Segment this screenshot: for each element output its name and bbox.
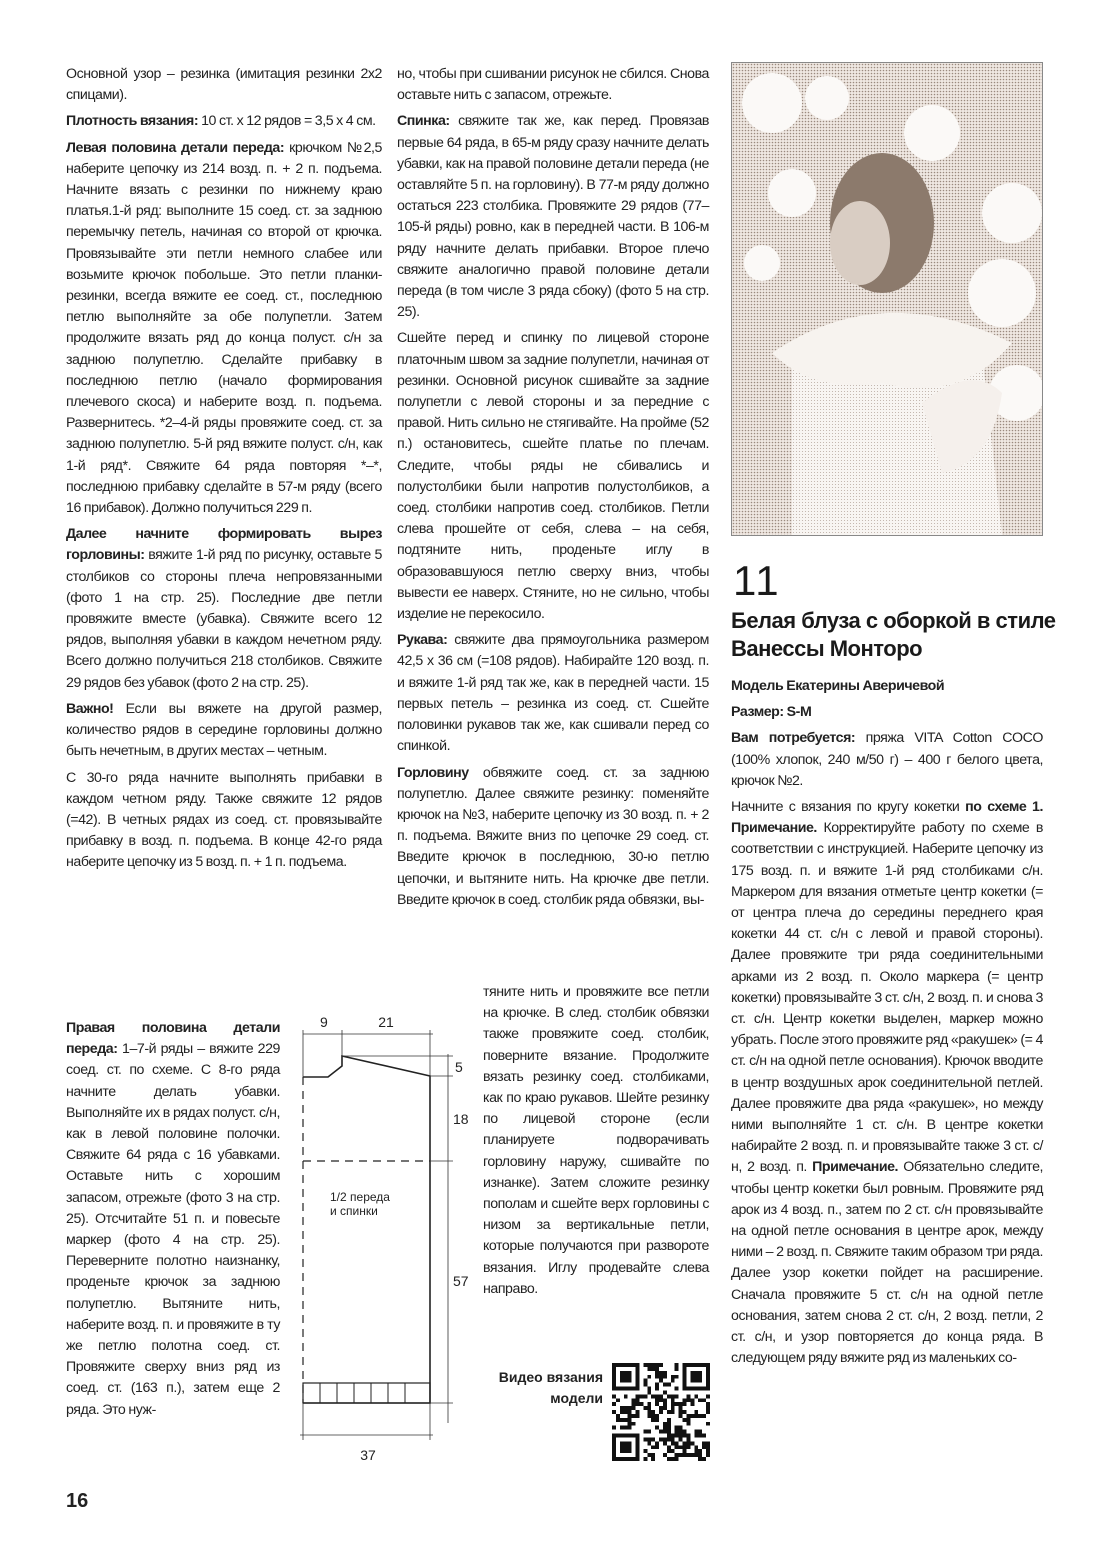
paragraph-important [66,699,382,763]
yoke-scheme-note: по схеме 1. Примечание. [731,799,1043,837]
paragraph-back [397,111,709,323]
photo-illustration [732,63,1042,535]
important-label: Важно! [66,700,114,717]
article-size: Размер: S-M [731,704,812,721]
column-middle [397,64,709,916]
yoke-note-label: Примечание. [812,1159,899,1176]
schematic-label: 1/2 переда и спинки [330,1190,390,1218]
paragraph-continuation: но, чтобы при сшивании рисунок не сбился. Снова оставьте нить с запасом, отрежьте. [397,66,709,104]
pattern-schematic [288,1010,478,1480]
paragraph-pattern: Основной узор – резинка (имитация резинки 2х2 спицами). [66,66,382,104]
paragraph-collar-cont: тяните нить и провяжите все петли на крючке. В след. столбик обвязки также провяжите соед. столбик, поверните вязание. Продолжите вязать резинку соед. столбиками, как по краю рукавов. Шейте резинку по лицевой стороне (если планируете подворачивать горловину наружу, сшивайте по изнанке). Затем сложите резинку пополам и сшейте верх горловины с низом за вертикальные петли, которые получаются при развороте вязания. Иглу продевайте слева направо. [483,984,709,1297]
paragraph-materials [731,728,1043,792]
yoke-text-e: Обязательно следите, чтобы центр кокетки был ровным. Провяжите ряд арок из 4 возд. п., затем по 2 ст. с/н провязывайте на одной петле основания в центре арок, между ними – 2 возд. п. Свяжите таким образом три ряда. Далее узор кокетки пойдет на расширение. Сначала провяжите 5 ст. с/н на одной петле основания, затем снова 2 ст. с/н, 2 возд. петли, 2 ст. с/н, и узор повторяется до конца ряда. В следующем ряду вяжите ряд из маленьких со- [731,1159,1043,1367]
paragraph-neckline [66,524,382,694]
left-front-label: Левая половина детали переда: [66,139,285,156]
materials-text: пряжа VITA Cotton COCO (100% хлопок, 240 м/50 г) – 400 г белого цвета, крючок №2. [731,730,1043,789]
back-text: свяжите так же, как перед. Провязав первые 64 ряда, в 65-м ряду сразу начните делать убавки, как на правой половине детали переда (не оставляйте 5 п. на горловину). В 77-м ряду должно остаться 223 столбика. Провяжите 29 рядов (77–105-й ряды) ровно, как в передней части. В 106-м ряду начните делать прибавки. Второе плечо свяжите аналогично правой половине детали переда (в том числе 3 ряда сбоку) (фото 5 на стр. 25). [397,113,709,321]
dim-neck-width: 9 [320,1014,328,1030]
gauge-text: 10 ст. х 12 рядов = 3,5 х 4 см. [198,113,376,130]
dim-shoulder-width: 21 [378,1014,394,1030]
sleeves-text: свяжите два прямоугольника размером 42,5 х 36 см (=108 рядов). Набирайте 120 возд. п. и вяжите 1-й ряд так же, как в передней части. 15 первых петель – резинка из соед. ст. Сшейте половинки рукавов так же, как сшивали перед со спинкой. [397,632,709,755]
qr-code[interactable] [612,1363,710,1461]
paragraph-left-front [66,138,382,520]
neckline-label: Далее начните формировать вырез горловины: [66,526,382,564]
paragraph-yoke [731,797,1043,1369]
column-left-lower [66,1018,280,1426]
sleeves-label: Рукава: [397,632,448,649]
paragraph-sleeves [397,630,709,757]
important-text: Если вы вяжете на другой размер, количество рядов в середине горловины должно быть нечетным, в других местах – четным. [66,700,382,760]
left-front-text: крючком №2,5 наберите цепочку из 214 возд. п. + 2 п. подъема. Начните вязать с резинки по нижнему краю платья.1-й ряд: выполните 15 соед. ст. за заднюю перемычку петель, начиная со второй от крючка. Провязывайте эти петли немного слабее или возьмите крючок побольше. Это петли планки-резинки, всегда вяжите ее соед. ст., последнюю петлю выполняйте за обе полупетли. Затем продолжите вязать ряд до конца полуст. с/н за заднюю полупетлю. Сделайте прибавку в последнюю петлю (начало формирования плечевого скоса) и наберите возд. п. подъема. Развернитесь. *2–4-й ряды провяжите соед. ст. за заднюю полупетлю. 5-й ряд вяжите полуст. с/н, как 1-й ряд*. Свяжите 64 ряда повторяя *–*, последнюю прибавку сделайте в 57-м ряду (всего 16 прибавок). Должно получиться 229 п. [66,139,382,517]
paragraph-increases: С 30-го ряда начните выполнять прибавки в каждом четном ряду. Также свяжите 12 рядов (=42). В четных рядах из соед. ст. провязывайте прибавку в возд. п. подъема. В конце 42-го ряда наберите цепочку из 5 возд. п. + 1 п. подъема. [66,769,382,871]
neckline-text: вяжите 1-й ряд по рисунку, оставьте 5 столбиков со стороны плеча непровязанными (фото 1 на стр. 25). Последние две петли провяжите вместе (убавка). Свяжите всего 12 рядов, выполняя убавки в каждом нечетном ряду. Всего должно получиться 218 столбиков. Свяжите 29 рядов без убавок (фото 2 на стр. 25). [66,547,382,691]
yoke-text-a: Начните с вязания по кругу кокетки [731,799,966,816]
dim-body-length: 57 [453,1273,469,1289]
yoke-text-c: Корректируйте работу по схеме в соответствии с инструкцией. Наберите цепочку из 175 возд. п. и вяжите 1-й ряд столбиками с/н. Маркером для вязания отметьте центр кокетки (= от центра плеча до середины переднего края кокетки 44 ст. с/н с левой и правой стороны). Далее провяжите три ряда соединительными арками из 2 возд. п. Около маркера (= центр кокетки) провязывайте 3 ст. с/н, 2 возд. п. и снова 3 ст. с/н. Центр кокетки выделен, маркер можно убрать. После этого провяжите ряд «ракушек» (= 4 ст. с/н на одной петле основания). Крючок вводите в центр воздушных арок соединительной петлей. Далее провяжите два ряда «ракушек», но между ними выполняйте 1 ст. с/н. В центре кокетки набирайте 2 возд. п. и провязывайте также 3 ст. с/н, 2 возд. п. [731,820,1043,1176]
dim-armhole: 18 [453,1111,469,1127]
dim-shoulder-drop: 5 [455,1059,463,1075]
collar-text: обвяжите соед. ст. за заднюю полупетлю. Далее свяжите резинку: поменяйте крючок на №3, наберите цепочку из 30 возд. п. + 2 п. подъема. Вяжите вниз по цепочке 29 соед. ст. Введите крючок в последнюю, 30-ю петлю цепочки, и вытяните нить. На крючке две петли. Введите крючок в соед. столбик ряда обвязки, вы- [397,764,709,908]
paragraph-gauge [66,111,382,132]
gauge-label: Плотность вязания: [66,113,199,130]
face [830,201,890,285]
schematic-ribbing [303,1383,430,1403]
article-author: Модель Екатерины Аверичевой [731,678,945,694]
right-front-text: 1–7-й ряды – вяжите 229 соед. ст. по схеме. С 8-го ряда начните делать убавки. Выполняйте их в рядах полуст. с/н, как в левой половине полочки. Свяжите 64 ряда с 16 убавками. Оставьте нить с хорошим запасом, отрежьте (фото 3 на стр. 25). Отсчитайте 51 п. и повесьте маркер (фото 4 на стр. 25). Переверните полотно наизнанку, проденьте крючок за заднюю полупетлю. Вытяните нить, наберите возд. п. и провяжите в ту же петлю полотна соед. ст. Провяжите сверху вниз ряд из соед. ст. (163 п.), затем еще 2 ряда. Это нуж- [66,1041,280,1418]
materials-label: Вам потребуется: [731,730,856,747]
column-middle-lower [483,982,709,1305]
ribbing-ticks [320,1383,405,1403]
column-left [66,64,382,879]
video-label: Видео вязания модели [498,1369,603,1406]
paragraph-collar [397,763,709,911]
column-right [731,676,1043,1375]
right-front-label: Правая половина детали переда: [66,1020,280,1058]
back-label: Спинка: [397,113,450,130]
article-title: Белая блуза с оборкой в стиле Ванессы Монторо [731,608,1056,661]
collar-label: Горловину [397,764,469,781]
page-number: 16 [66,1490,89,1512]
paragraph-right-front [66,1018,280,1421]
model-photo [731,62,1043,536]
paragraph-seaming: Сшейте перед и спинку по лицевой стороне платочным швом за задние полупетли, начиная от резинки. Основной рисунок сшивайте за задние полупетли с левой стороны и за передние с правой. Нить сильно не стягивайте. На пройме (52 п.) остановитесь, сшейте платье по плечам. Следите, чтобы ряды не сбивались и полустолбики были напротив полустолбиков, а соед. столбики напротив соед. столбиков. Петли слева прошейте от себя, слева – на себя, подтяните нить, проденьте иглу в образовавшуюся петлю сверху вниз, чтобы вывести ее наверх. Стяните, но не сильно, чтобы изделие не перекосило. [397,330,709,623]
article-number: 11 [733,557,781,604]
dim-width: 37 [360,1447,376,1463]
